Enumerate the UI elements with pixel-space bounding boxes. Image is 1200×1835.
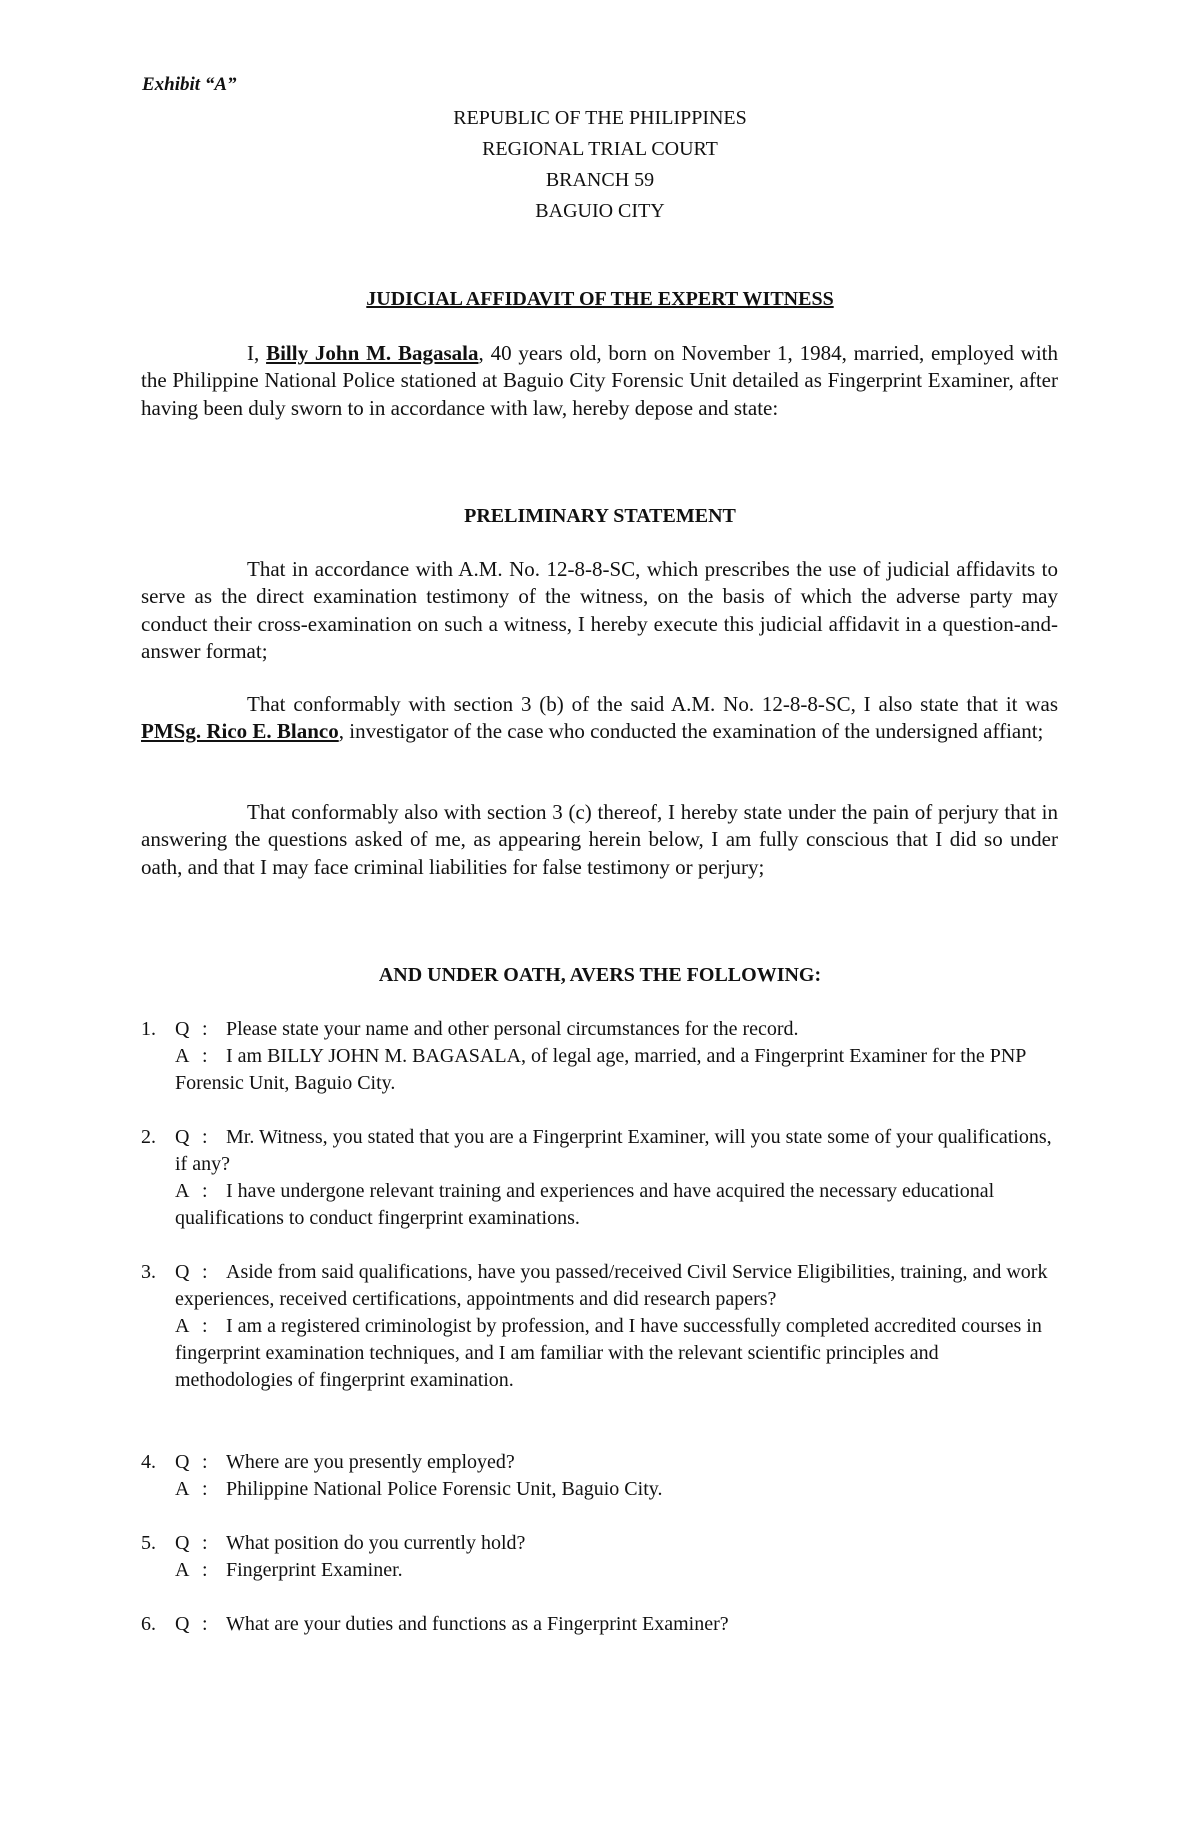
oath-heading: AND UNDER OATH, AVERS THE FOLLOWING: (378, 964, 822, 986)
colon: : (202, 1532, 208, 1554)
caption-court: REGIONAL TRIAL COURT (482, 138, 718, 160)
investigator-name: PMSg. Rico E. Blanco (141, 719, 339, 744)
q-marker: Q (175, 1018, 190, 1040)
colon: : (202, 1478, 208, 1500)
caption-branch: BRANCH 59 (545, 169, 655, 191)
qa-number: 4. (141, 1451, 156, 1473)
question-text: Aside from said qualifications, have you passed/received Civil Service Eligibilities, training, and work experiences, received certifications, appointments and did research papers? (175, 1261, 1048, 1310)
answer-5 (141, 1557, 1058, 1584)
document-title (0, 285, 1200, 313)
colon: : (202, 1261, 208, 1283)
exhibit-label: Exhibit “A” (142, 74, 237, 95)
preliminary-paragraph-1: That in accordance with A.M. No. 12-8-8-SC, which prescribes the use of judicial affidavits to serve as the direct examination testimony of the witness, on the basis of which the adverse party may conduct their cross-examination on such a witness, I hereby execute this judicial affidavit in a question-and-answer format; (141, 557, 1058, 663)
colon: : (202, 1126, 208, 1148)
a-marker: A (175, 1045, 190, 1067)
colon: : (202, 1180, 208, 1202)
q-marker: Q (175, 1126, 190, 1148)
preliminary-heading: PRELIMINARY STATEMENT (464, 505, 736, 527)
answer-4 (141, 1476, 1058, 1503)
colon: : (202, 1451, 208, 1473)
p2-post: , investigator of the case who conducted the examination of the undersigned affiant; (338, 719, 1044, 744)
a-marker: A (175, 1478, 190, 1500)
question-1 (141, 1016, 1058, 1043)
qa-number: 3. (141, 1261, 156, 1283)
question-3 (141, 1259, 1058, 1313)
qa-item-1 (141, 1016, 1058, 1097)
answer-3 (141, 1313, 1058, 1394)
answer-text: Fingerprint Examiner. (226, 1559, 403, 1581)
caption-city: BAGUIO CITY (535, 200, 665, 222)
intro-pre: I, (247, 341, 267, 365)
question-text: Please state your name and other personal circumstances for the record. (226, 1018, 799, 1040)
question-2 (141, 1124, 1058, 1178)
question-text: What are your duties and functions as a Fingerprint Examiner? (226, 1613, 729, 1635)
qa-number: 6. (141, 1613, 156, 1635)
preliminary-paragraph-2 (141, 691, 1058, 746)
q-marker: Q (175, 1451, 190, 1473)
question-6 (141, 1611, 1058, 1638)
qa-item-3 (141, 1259, 1058, 1394)
colon: : (202, 1559, 208, 1581)
caption-republic: REPUBLIC OF THE PHILIPPINES (453, 107, 747, 129)
qa-item-5 (141, 1530, 1058, 1584)
qa-item-4 (141, 1449, 1058, 1503)
colon: : (202, 1018, 208, 1040)
q-marker: Q (175, 1532, 190, 1554)
intro-paragraph (141, 340, 1058, 422)
court-caption (0, 103, 1200, 227)
p2-pre: That conformably with section 3 (b) of the said A.M. No. 12-8-8-SC, I also state that it was (247, 692, 1058, 716)
qa-number: 2. (141, 1126, 156, 1148)
affiant-name: Billy John M. Bagasala (266, 341, 479, 365)
answer-2 (141, 1178, 1058, 1232)
answer-text: I am a registered criminologist by profession, and I have successfully completed accredited courses in fingerprint examination techniques, and I am familiar with the relevant scientific principles and methodologies of fingerprint examination. (175, 1315, 1042, 1391)
colon: : (202, 1315, 208, 1337)
a-marker: A (175, 1180, 190, 1202)
qa-number: 5. (141, 1532, 156, 1554)
intro-post: , 40 years old, born on November 1, 1984, married, employed with the Philippine National Police stationed at Baguio City Forensic Unit detailed as Fingerprint Examiner, after having been duly sworn to in accordance with law, hereby depose and state: (141, 341, 1059, 420)
question-text: Where are you presently employed? (226, 1451, 515, 1473)
qa-item-6 (141, 1611, 1058, 1638)
a-marker: A (175, 1559, 190, 1581)
answer-text: I have undergone relevant training and experiences and have acquired the necessary educational qualifications to conduct fingerprint examinations. (175, 1180, 995, 1229)
colon: : (202, 1613, 208, 1635)
preliminary-paragraph-3: That conformably also with section 3 (c) thereof, I hereby state under the pain of perjury that in answering the questions asked of me, as appearing herein below, I am fully conscious that I did so under oath, and that I may face criminal liabilities for false testimony or perjury; (141, 800, 1058, 879)
a-marker: A (175, 1315, 190, 1337)
q-marker: Q (175, 1613, 190, 1635)
question-text: What position do you currently hold? (226, 1532, 526, 1554)
question-text: Mr. Witness, you stated that you are a Fingerprint Examiner, will you state some of your qualifications, if any? (175, 1126, 1052, 1175)
q-marker: Q (175, 1261, 190, 1283)
answer-text: I am BILLY JOHN M. BAGASALA, of legal age, married, and a Fingerprint Examiner for the PNP Forensic Unit, Baguio City. (175, 1045, 1026, 1094)
qa-item-2 (141, 1124, 1058, 1232)
question-5 (141, 1530, 1058, 1557)
colon: : (202, 1045, 208, 1067)
qa-number: 1. (141, 1018, 156, 1040)
document-title-text: JUDICIAL AFFIDAVIT OF THE EXPERT WITNESS (366, 288, 834, 310)
question-4 (141, 1449, 1058, 1476)
answer-1 (141, 1043, 1058, 1097)
answer-text: Philippine National Police Forensic Unit, Baguio City. (226, 1478, 663, 1500)
